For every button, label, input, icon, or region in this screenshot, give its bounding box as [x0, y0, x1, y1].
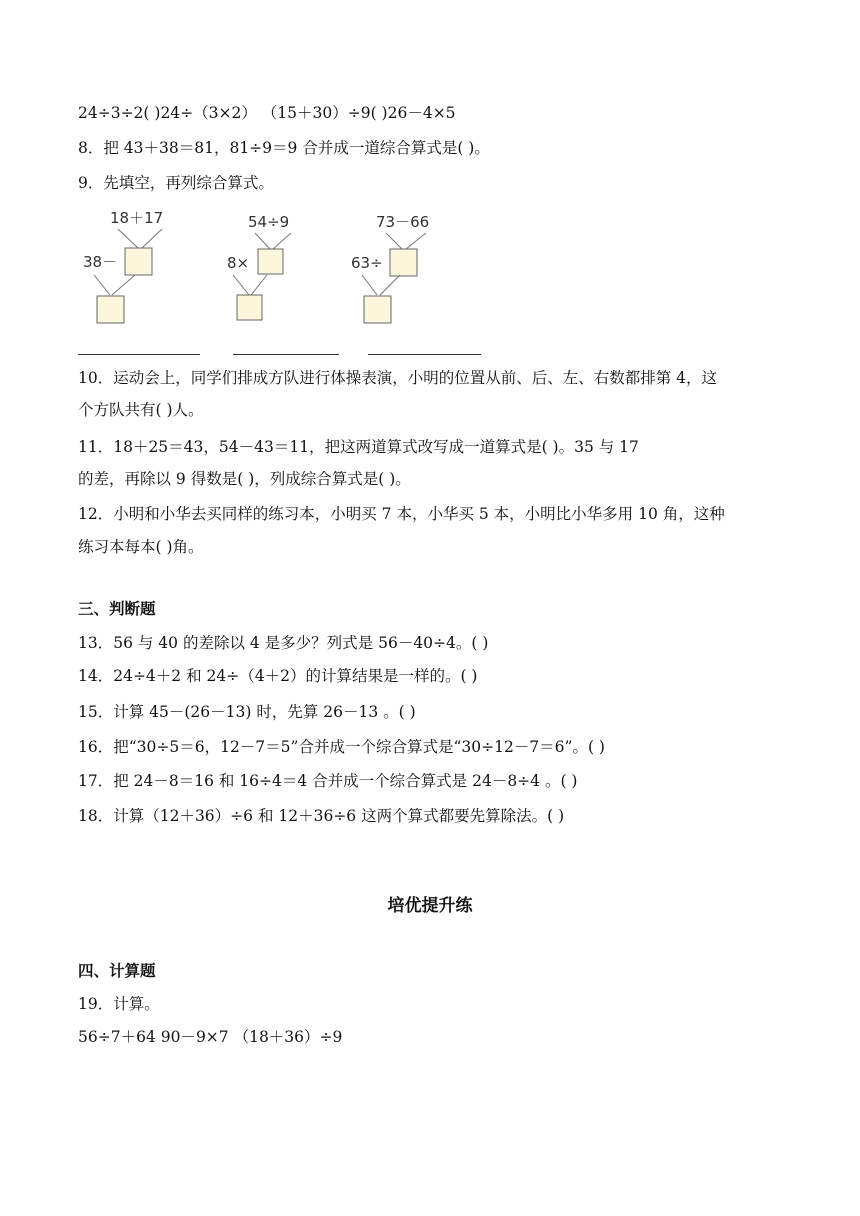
tree-3-top-expr: 73－66	[376, 213, 430, 231]
section-heading-judgement: 三、判断题	[78, 600, 156, 618]
calc-tree-1-graphic	[80, 205, 190, 330]
question-19-expressions: 56÷7＋64 90－9×7 （18＋36）÷9	[78, 1028, 343, 1046]
question-10-line-2: 个方队共有( )人。	[78, 401, 204, 419]
tree-3-left-expr: 63÷	[351, 254, 383, 272]
tree-1-left-expr: 38－	[83, 253, 118, 271]
question-18: 18．计算（12＋36）÷6 和 12＋36÷6 这两个算式都要先算除法。( )	[78, 807, 565, 825]
tree-2-left-expr: 8×	[227, 254, 250, 272]
question-8: 8．把 43＋38＝81，81÷9＝9 合并成一道综合算式是( )。	[78, 139, 490, 157]
calc-tree-2-graphic	[225, 205, 335, 330]
question-10-line-1: 10．运动会上，同学们排成方队进行体操表演，小明的位置从前、后、左、右数都排第 4，这	[78, 369, 718, 387]
question-15: 15．计算 45－(26－13) 时，先算 26－13 。( )	[78, 703, 416, 721]
question-12-line-1: 12．小明和小华去买同样的练习本，小明买 7 本，小华买 5 本，小明比小华多用 10 角，这种	[78, 505, 725, 523]
tree-2-top-expr: 54÷9	[248, 213, 290, 231]
calc-tree-3-graphic	[350, 205, 460, 330]
answer-blank-tree-3[interactable]	[368, 354, 481, 355]
question-12-line-2: 练习本每本( )角。	[78, 538, 204, 556]
question-14: 14．24÷4＋2 和 24÷（4＋2）的计算结果是一样的。( )	[78, 667, 478, 685]
question-9: 9．先填空，再列综合算式。	[78, 174, 274, 192]
calc-tree-1	[80, 205, 190, 334]
question-17: 17．把 24－8＝16 和 16÷4＝4 合并成一个综合算式是 24－8÷4 。( )	[78, 772, 578, 790]
question-19: 19．计算。	[78, 995, 160, 1013]
question-11-line-2: 的差，再除以 9 得数是( )，列成综合算式是( )。	[78, 470, 411, 488]
question-13: 13．56 与 40 的差除以 4 是多少？列式是 56－40÷4。( )	[78, 634, 489, 652]
question-11-line-1: 11．18＋25＝43，54－43＝11，把这两道算式改写成一道算式是( )。35 与 17	[78, 438, 639, 456]
section-heading-calculation: 四、计算题	[78, 962, 156, 980]
question-16: 16．把“30÷5＝6，12－7＝5”合并成一个综合算式是“30÷12－7＝6”。( )	[78, 738, 605, 756]
practice-title: 培优提升练	[387, 896, 473, 916]
calc-tree-2	[225, 205, 335, 334]
tree-1-top-expr: 18＋17	[110, 209, 164, 227]
question-7-comparison: 24÷3÷2( )24÷（3×2） （15＋30）÷9( )26－4×5	[78, 104, 456, 122]
answer-blank-tree-1[interactable]	[78, 354, 200, 355]
answer-blank-tree-2[interactable]	[233, 354, 339, 355]
calc-tree-3	[350, 205, 460, 334]
